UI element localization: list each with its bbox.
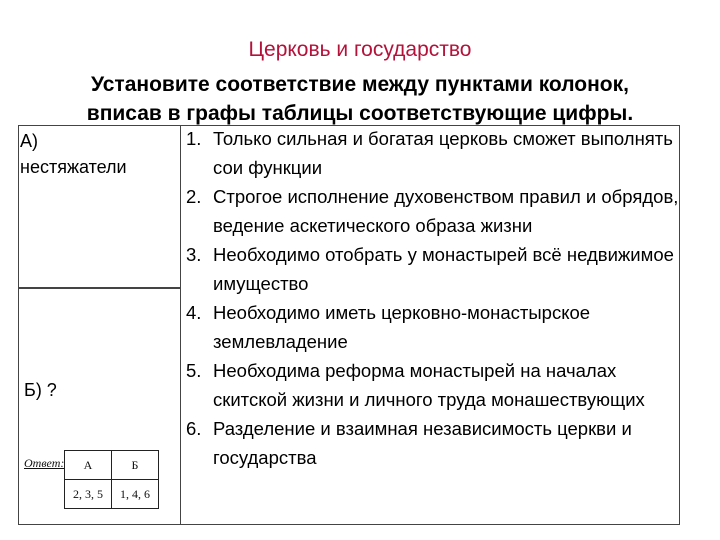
item-text: Только сильная и богатая церковь сможет выполнять сои функции <box>213 128 673 178</box>
item-number: 4. <box>186 302 202 323</box>
item-text: Разделение и взаимная независимость церкви и государства <box>213 418 632 468</box>
item-number: 1. <box>186 128 202 149</box>
answer-box <box>20 432 178 520</box>
item-number: 2. <box>186 186 202 207</box>
list-item <box>186 240 686 298</box>
item-number: 3. <box>186 244 202 265</box>
answer-header-a: А <box>65 451 112 480</box>
items-list <box>186 124 686 472</box>
answer-value-a: 2, 3, 5 <box>65 480 112 509</box>
label-a-text: нестяжатели <box>20 157 127 177</box>
item-number: 6. <box>186 418 202 439</box>
answer-table <box>64 450 159 509</box>
label-b: Б) ? <box>24 380 57 400</box>
page-title: Церковь и государство <box>248 38 472 61</box>
label-a-letter: А) <box>20 131 38 151</box>
instruction-line-1: Установите соответствие между пунктами колонок, <box>91 73 629 96</box>
list-item <box>186 414 686 472</box>
instruction <box>0 70 720 128</box>
list-item <box>186 356 686 414</box>
answer-value-b: 1, 4, 6 <box>112 480 159 509</box>
item-number: 5. <box>186 360 202 381</box>
answer-label: Ответ: <box>24 456 65 470</box>
instruction-line-2: вписав в графы таблицы соответствующие цифры. <box>86 102 634 125</box>
answer-header-b: Б <box>112 451 159 480</box>
item-text: Необходимо отобрать у монастырей всё недвижимое имущество <box>213 244 674 294</box>
list-item <box>186 298 686 356</box>
list-item <box>186 124 686 182</box>
list-item <box>186 182 686 240</box>
label-a <box>20 128 127 180</box>
item-text: Строгое исполнение духовенством правил и обрядов, ведение аскетического образа жизни <box>213 186 679 236</box>
item-text: Необходимо иметь церковно-монастырское землевладение <box>213 302 591 352</box>
item-text: Необходима реформа монастырей на началах скитской жизни и личного труда монашествующих <box>213 360 645 410</box>
